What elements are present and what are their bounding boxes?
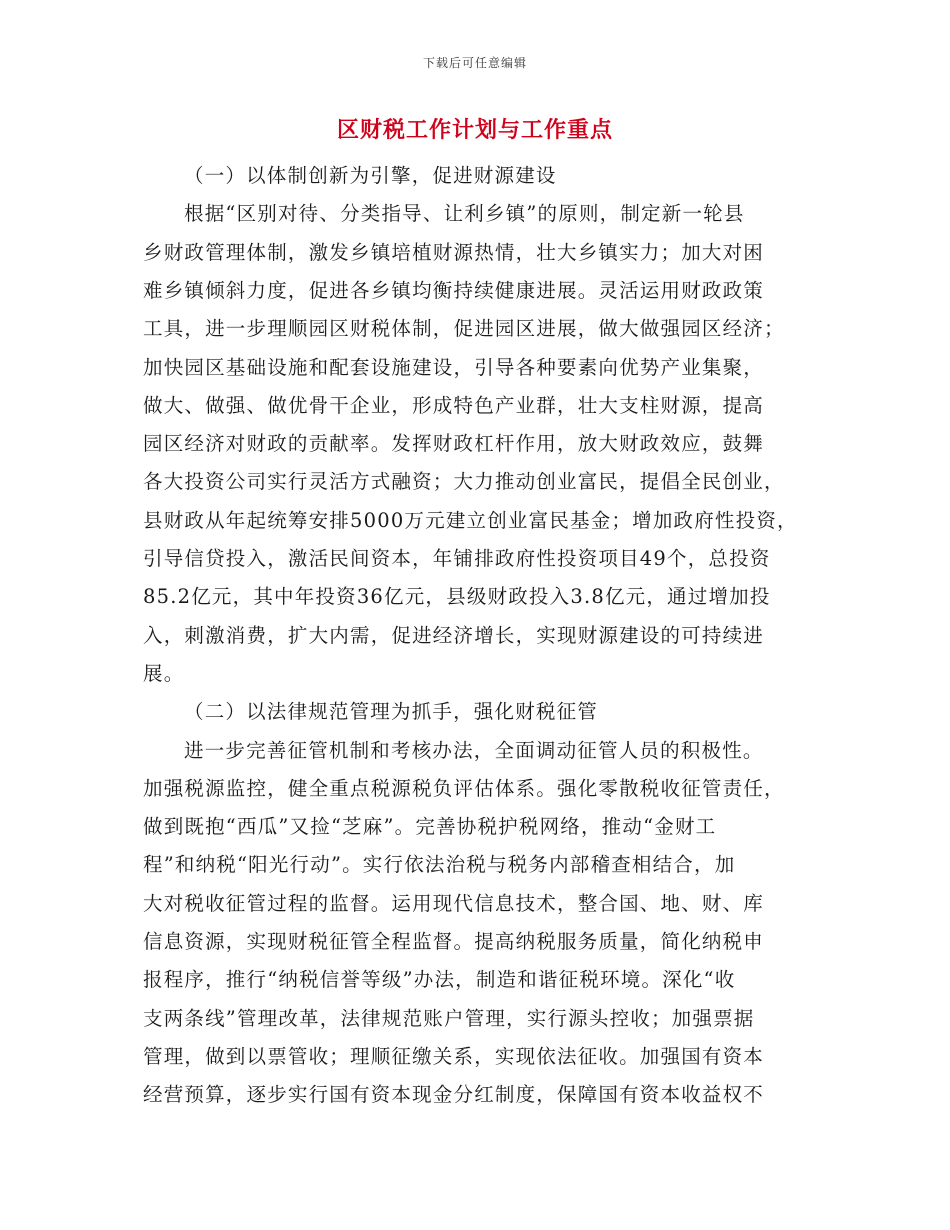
text-line: （二）以法律规范管理为抓手，强化财税征管 <box>184 700 599 724</box>
text-line: 入，刺激消费，扩大内需，促进经济增长，实现财源建设的可持续进 <box>143 623 765 647</box>
text-line: 各大投资公司实行灵活方式融资；大力推动创业富民，提倡全民创业， <box>143 470 785 494</box>
text-line: 县财政从年起统筹安排5000万元建立创业富民基金；增加政府性投资， <box>143 508 798 532</box>
text-line: 经营预算，逐步实行国有资本现金分红制度，保障国有资本收益权不 <box>143 1083 765 1107</box>
text-line: 引导信贷投入，激活民间资本，年铺排政府性投资项目49个，总投资 <box>143 547 771 570</box>
page-header-note: 下载后可任意编辑 <box>422 56 527 70</box>
text-line: 进一步完善征管机制和考核办法，全面调动征管人员的积极性。 <box>184 738 764 762</box>
text-line: 园区经济对财政的贡献率。发挥财政杠杆作用，放大财政效应，鼓舞 <box>143 432 765 456</box>
text-line: 程”和纳税“阳光行动”。实行依法治税与税务内部稽查相结合，加 <box>143 853 736 877</box>
text-line: 支两条线”管理改革，法律规范账户管理，实行源头控收；加强票据 <box>143 1006 755 1030</box>
text-line: 管理，做到以票管收；理顺征缴关系，实现依法征收。加强国有资本 <box>143 1044 765 1068</box>
text-line: 做到既抱“西瓜”又捡“芝麻”。完善协税护税网络，推动“金财工 <box>143 815 717 839</box>
text-line: 大对税收征管过程的监督。运用现代信息技术，整合国、地、财、库 <box>143 891 765 915</box>
text-line: 根据“区别对待、分类指导、让利乡镇”的原则，制定新一轮县 <box>184 202 745 226</box>
text-line: 加强税源监控，健全重点税源税负评估体系。强化零散税收征管责任， <box>143 776 785 800</box>
text-line: 报程序，推行“纳税信誉等级”办法，制造和谐征税环境。深化“收 <box>143 968 736 992</box>
text-line: 难乡镇倾斜力度，促进各乡镇均衡持续健康进展。灵活运用财政政策 <box>143 278 765 302</box>
text-line: 加快园区基础设施和配套设施建设，引导各种要素向优势产业集聚， <box>143 355 765 379</box>
text-line: 信息资源，实现财税征管全程监督。提高纳税服务质量，简化纳税申 <box>143 930 765 953</box>
text-line: 85.2亿元，其中年投资36亿元，县级财政投入3.8亿元，通过增加投 <box>143 585 771 609</box>
document-title: 区财税工作计划与工作重点 <box>336 117 613 143</box>
text-line: （一）以体制创新为引擎，促进财源建设 <box>184 164 557 187</box>
text-line: 乡财政管理体制，激发乡镇培植财源热情，壮大乡镇实力；加大对困 <box>143 240 765 264</box>
text-line: 展。 <box>143 661 185 685</box>
text-line: 工具，进一步理顺园区财税体制，促进园区进展，做大做强园区经济； <box>143 317 785 341</box>
text-line: 做大、做强、做优骨干企业，形成特色产业群，壮大支柱财源，提高 <box>143 393 765 417</box>
